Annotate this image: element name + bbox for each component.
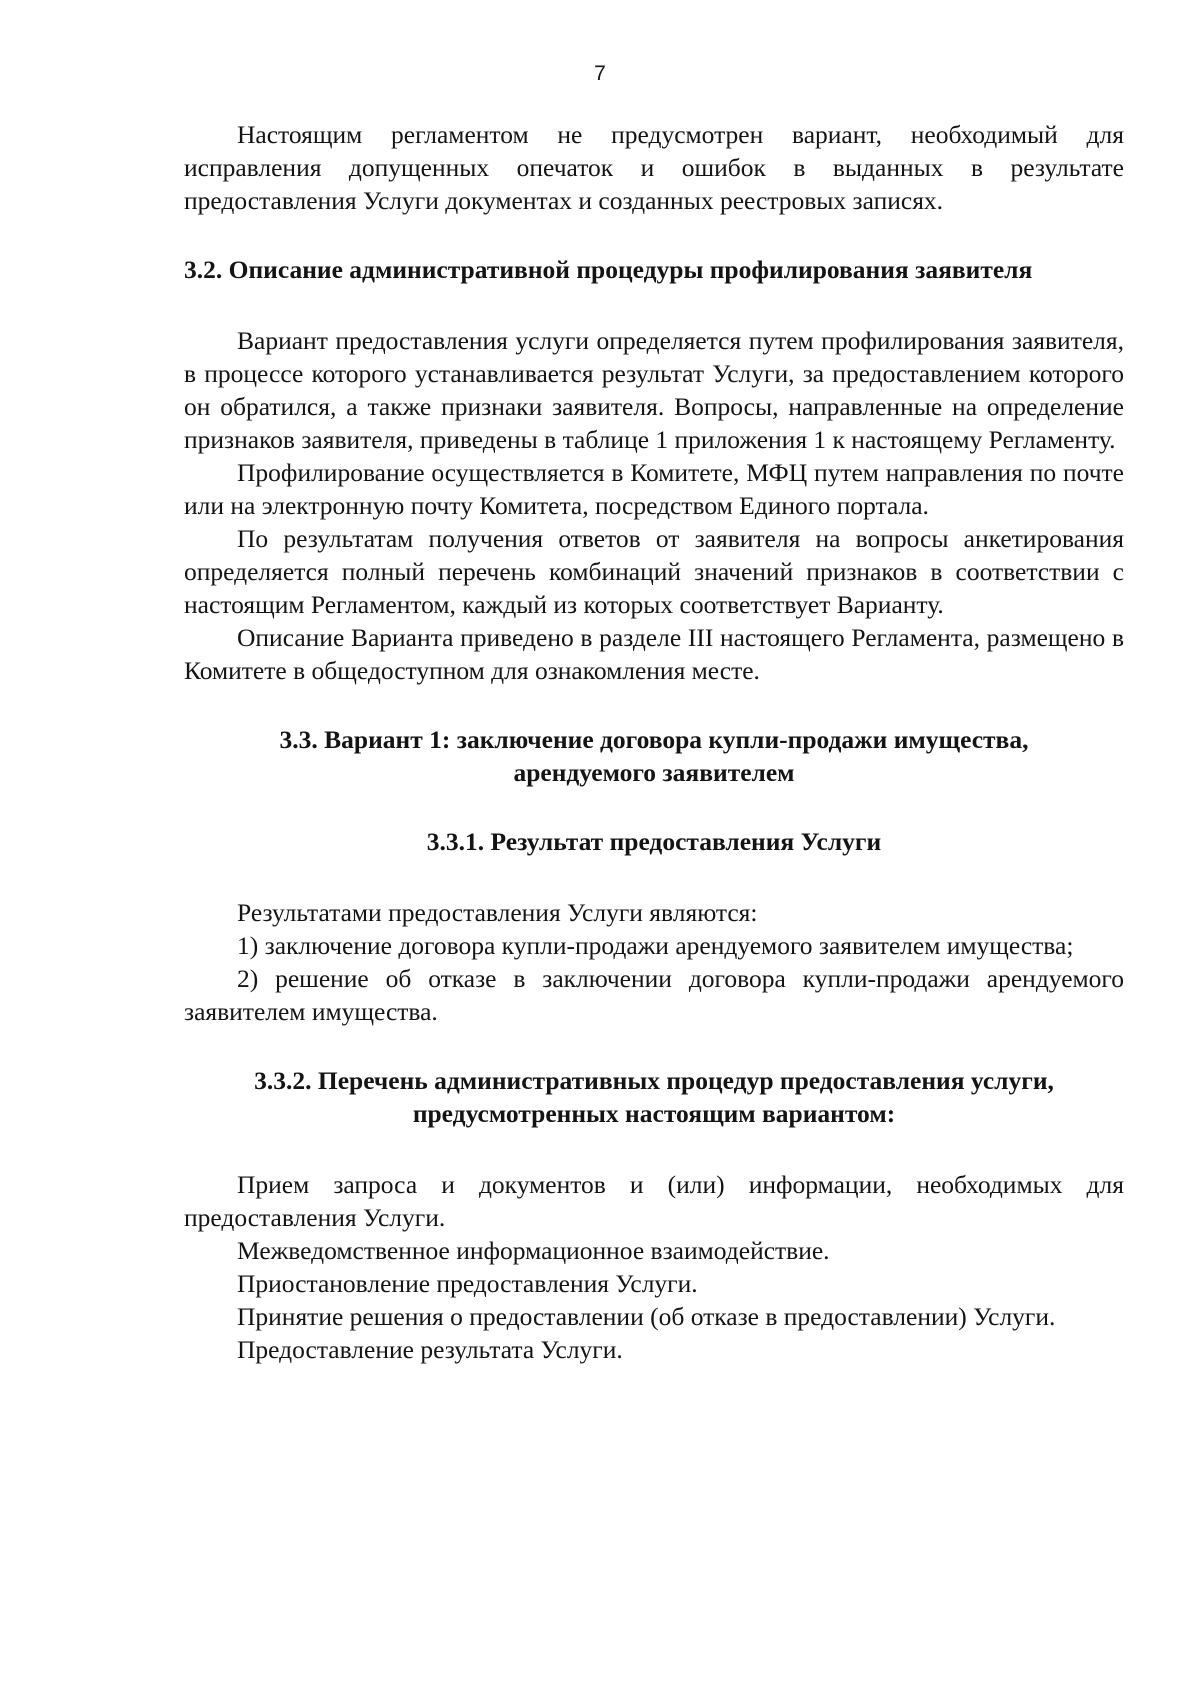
section-3-3-1-list-item: 1) заключение договора купли-продажи арендуемого заявителем имущества; — [237, 931, 1074, 960]
section-3-2-paragraph: По результатам получения ответов от заявителя на вопросы анкетирования определяется полный перечень комбинаций значений признаков в соответствии с настоящим Регламентом, каждый из которых соответствует Варианту. — [184, 524, 1124, 619]
section-3-3-heading-line-1: 3.3. Вариант 1: заключение договора купли-продажи имущества, — [279, 725, 1029, 754]
section-3-2-paragraph: Профилирование осуществляется в Комитете, МФЦ путем направления по почте или на электронную почту Комитета, посредством Единого портала. — [184, 458, 1124, 520]
section-3-3-1-list-item: 2) решение об отказе в заключении договора купли-продажи арендуемого заявителем имущества. — [184, 964, 1124, 1026]
procedure-item: Принятие решения о предоставлении (об отказе в предоставлении) Услуги. — [237, 1302, 1056, 1331]
page-number: 7 — [594, 62, 606, 85]
section-3-3 — [184, 723, 1124, 789]
document-body — [184, 118, 1124, 1366]
procedure-item: Прием запроса и документов и (или) информации, необходимых для предоставления Услуги. — [184, 1170, 1124, 1232]
section-3-3-1-paragraph: Результатами предоставления Услуги являются: — [237, 898, 758, 927]
procedure-item: Приостановление предоставления Услуги. — [237, 1269, 698, 1298]
section-3-3-1 — [184, 825, 1124, 1028]
procedure-item: Межведомственное информационное взаимодействие. — [237, 1236, 830, 1265]
section-3-3-heading-line-2: арендуемого заявителем — [513, 758, 795, 787]
section-3-2-paragraph: Описание Варианта приведено в разделе III настоящего Регламента, размещено в Комитете в общедоступном для ознакомления месте. — [184, 623, 1124, 685]
section-3-3-2 — [184, 1064, 1124, 1366]
section-3-2 — [184, 253, 1124, 687]
section-3-3-2-heading-line-1: 3.3.2. Перечень административных процедур предоставления услуги, — [254, 1066, 1054, 1095]
section-3-2-heading: 3.2. Описание административной процедуры профилирования заявителя — [184, 255, 1033, 284]
section-3-3-1-heading: 3.3.1. Результат предоставления Услуги — [426, 827, 882, 856]
section-3-2-paragraph: Вариант предоставления услуги определяется путем профилирования заявителя, в процессе которого устанавливается результат Услуги, за предоставлением которого он обратился, а также признаки заявителя. Вопросы, направленные на определение признаков заявителя, приведены в таблице 1 приложения 1 к настоящему Регламенту. — [184, 326, 1124, 454]
section-3-3-2-heading-line-2: предусмотренных настоящим вариантом: — [412, 1099, 896, 1128]
intro-paragraph: Настоящим регламентом не предусмотрен вариант, необходимый для исправления допущенных опечаток и ошибок в выданных в результате предоставления Услуги документах и созданных реестровых записях. — [184, 120, 1124, 215]
procedure-item: Предоставление результата Услуги. — [237, 1335, 623, 1364]
